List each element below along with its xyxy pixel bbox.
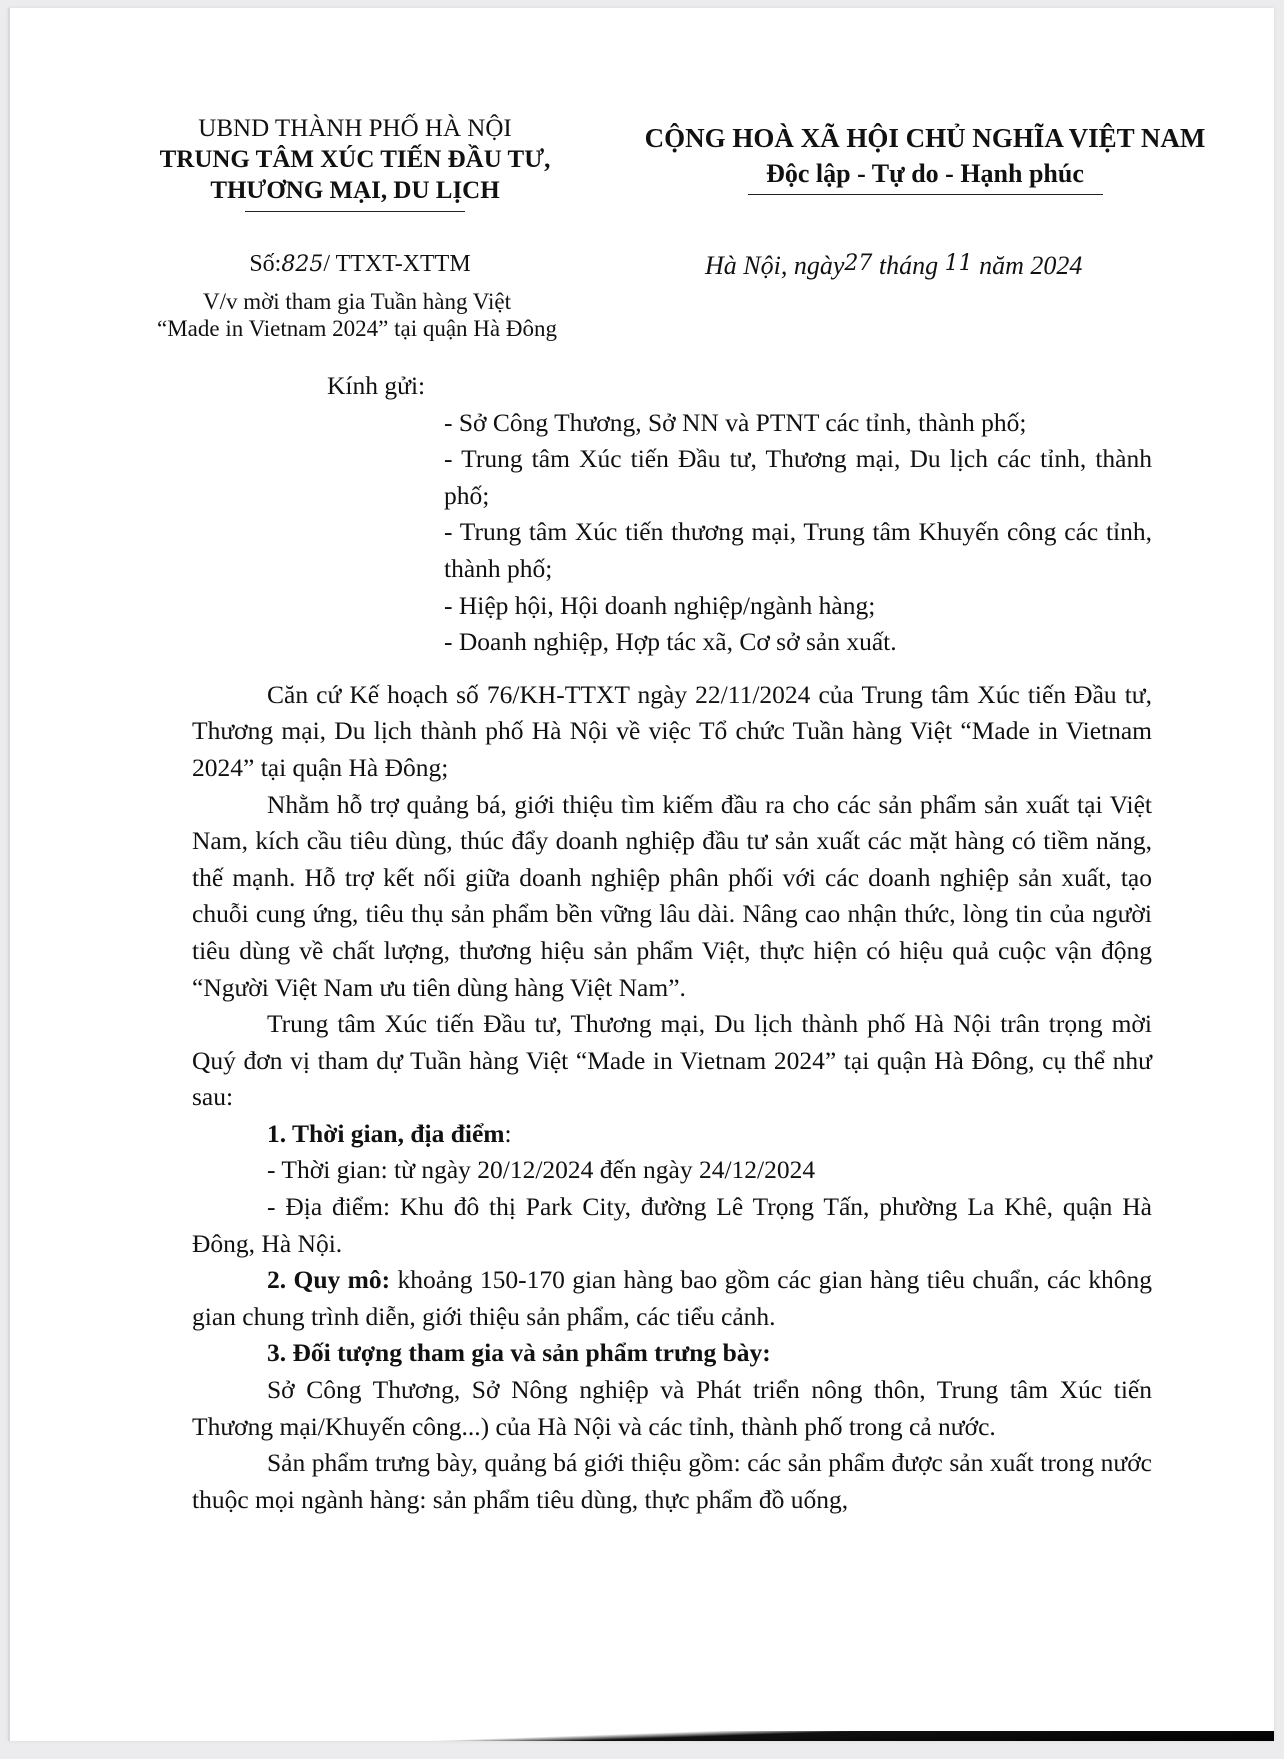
date-prefix: Hà Nội, ngày	[705, 251, 845, 280]
date-month-label: tháng	[878, 251, 939, 280]
agency-name-line2: THƯƠNG MẠI, DU LỊCH	[210, 177, 500, 204]
section3-heading-line	[192, 1335, 1152, 1372]
document-date	[705, 251, 1082, 281]
recipient-item: - Trung tâm Xúc tiến thương mại, Trung tâm Khuyến công các tỉnh, thành phố;	[444, 517, 1152, 583]
recipient-item: - Sở Công Thương, Sở NN và PTNT các tỉnh, thành phố;	[444, 407, 1027, 437]
doc-number-handwritten: 825	[281, 252, 324, 277]
motto-underline	[748, 194, 1103, 195]
section1-place: - Địa điểm: Khu đô thị Park City, đường Lê Trọng Tấn, phường La Khê, quận Hà Đông, Hà Nội.	[192, 1192, 1152, 1258]
section1-colon: :	[504, 1118, 512, 1148]
national-motto: Độc lập - Tự do - Hạnh phúc	[766, 159, 1084, 188]
section2-scale	[192, 1262, 1152, 1335]
subject-line2: “Made in Vietnam 2024” tại quận Hà Đông	[157, 316, 557, 341]
document-page	[8, 8, 1274, 1741]
issuing-agency-header	[115, 113, 595, 212]
subject-line1: V/v mời tham gia Tuần hàng Việt	[202, 289, 512, 314]
paragraph-basis: Căn cứ Kế hoạch số 76/KH-TTXT ngày 22/11/2024 của Trung tâm Xúc tiến Đầu tư, Thương mại, Du lịch thành phố Hà Nội về việc Tổ chức Tuần hàng Việt “Made in Vietnam 2024” tại quận Hà Đông;	[192, 679, 1152, 782]
section2-text: khoảng 150-170 gian hàng bao gồm các gian hàng tiêu chuẩn, các không gian chung trình diễn, giới thiệu sản phẩm, các tiểu cảnh.	[192, 1265, 1153, 1331]
section2-heading: 2. Quy mô:	[267, 1265, 391, 1295]
greeting: Kính gửi:	[327, 371, 426, 400]
recipient-item: - Doanh nghiệp, Hợp tác xã, Cơ sở sản xuất.	[444, 627, 897, 657]
recipient-item: - Trung tâm Xúc tiến Đầu tư, Thương mại, Du lịch các tỉnh, thành phố;	[444, 444, 1152, 510]
section1-heading: 1. Thời gian, địa điểm	[267, 1118, 505, 1148]
paragraph-invitation: Trung tâm Xúc tiến Đầu tư, Thương mại, Du lịch thành phố Hà Nội trân trọng mời Quý đơn vị tham dự Tuần hàng Việt “Made in Vietnam 2024” tại quận Hà Đông, cụ thể như sau:	[192, 1009, 1152, 1112]
section1-time: - Thời gian: từ ngày 20/12/2024 đến ngày 24/12/2024	[267, 1155, 816, 1185]
section1-heading-line	[192, 1116, 1152, 1153]
date-year: năm 2024	[979, 251, 1083, 280]
section3-heading: 3. Đối tượng tham gia và sản phẩm trưng bày:	[267, 1338, 771, 1368]
doc-number-suffix: / TTXT-XTTM	[323, 251, 471, 277]
recipient-list	[444, 405, 1152, 661]
document-number	[140, 250, 580, 279]
doc-number-prefix: Số:	[249, 251, 282, 277]
recipient-item: - Hiệp hội, Hội doanh nghiệp/ngành hàng;	[444, 590, 876, 620]
date-month-handwritten: 11	[944, 251, 973, 276]
section3-products: Sản phẩm trưng bày, quảng bá giới thiệu gồm: các sản phẩm được sản xuất trong nước thuộc mọi ngành hàng: sản phẩm tiêu dùng, thực phẩm đồ uống,	[192, 1448, 1152, 1514]
national-title: CỘNG HOÀ XÃ HỘI CHỦ NGHĨA VIỆT NAM	[644, 123, 1206, 153]
document-subject	[122, 288, 592, 342]
document-body	[192, 368, 1152, 1518]
national-header	[605, 120, 1245, 195]
paragraph-purpose: Nhằm hỗ trợ quảng bá, giới thiệu tìm kiếm đầu ra cho các sản phẩm sản xuất tại Việt Nam, kích cầu tiêu dùng, thúc đẩy doanh nghiệp đầu tư sản xuất các mặt hàng có tiềm năng, thế mạnh. Hỗ trợ kết nối giữa doanh nghiệp phân phối với các doanh nghiệp sản xuất, tạo chuỗi cung ứng, tiêu thụ sản phẩm bền vững lâu dài. Nâng cao nhận thức, lòng tin của người tiêu dùng về chất lượng, thương hiệu sản phẩm Việt, thực hiện có hiệu quả cuộc vận động “Người Việt Nam ưu tiên dùng hàng Việt Nam”.	[192, 789, 1152, 1002]
section3-participants: Sở Công Thương, Sở Nông nghiệp và Phát triển nông thôn, Trung tâm Xúc tiến Thương mại/Khuyến công...) của Hà Nội và các tỉnh, thành phố trong cả nước.	[192, 1375, 1152, 1441]
scan-edge-shadow	[10, 1731, 1274, 1741]
agency-name-line1: TRUNG TÂM XÚC TIẾN ĐẦU TƯ,	[159, 146, 551, 173]
date-day-handwritten: 27	[844, 251, 873, 276]
agency-parent: UBND THÀNH PHỐ HÀ NỘI	[198, 115, 512, 142]
agency-underline	[245, 211, 465, 212]
